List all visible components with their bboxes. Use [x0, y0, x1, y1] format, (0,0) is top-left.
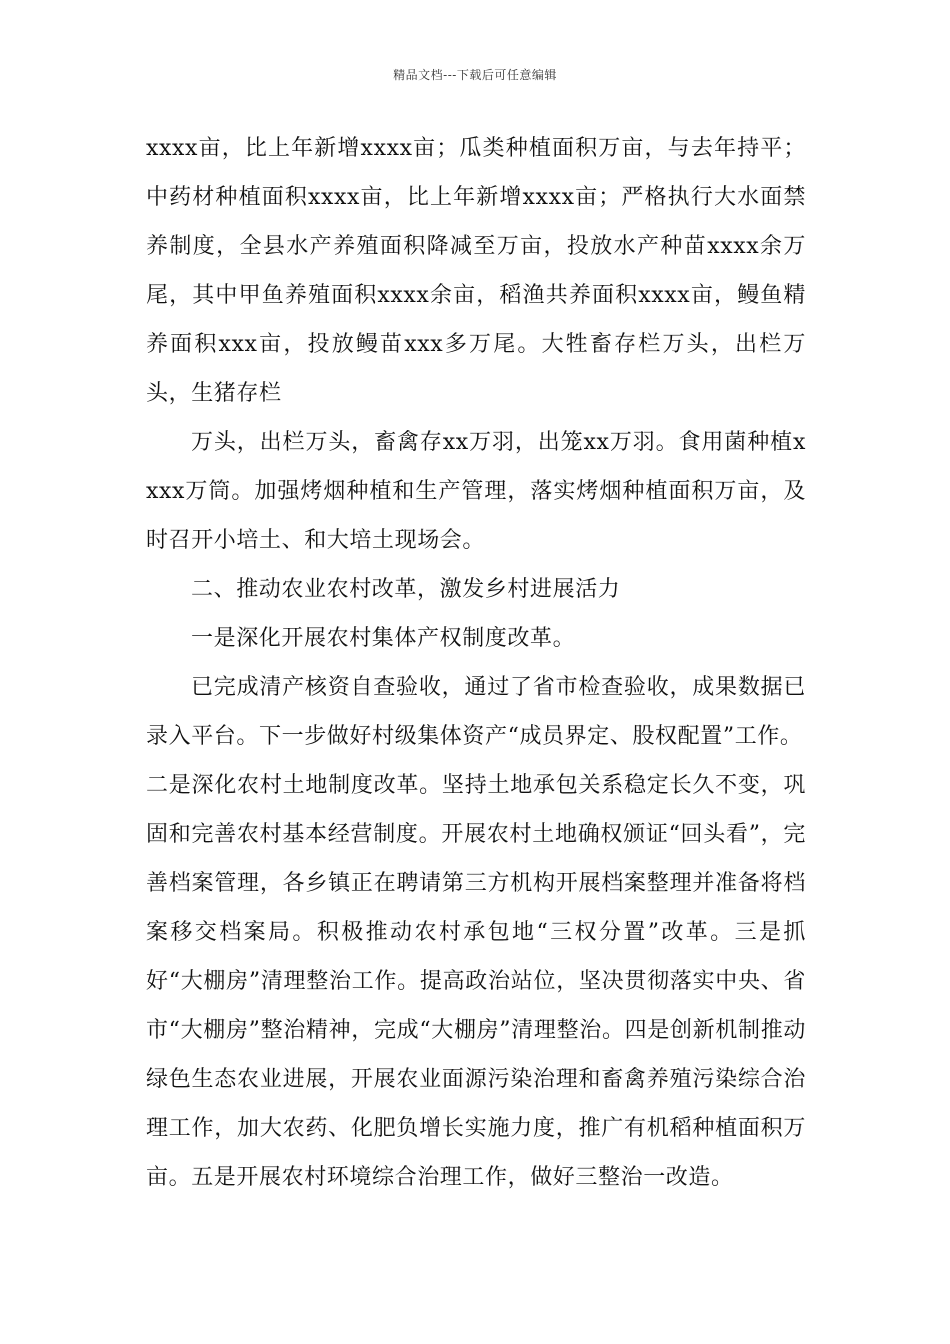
- paragraph-1: xxxx亩，比上年新增xxxx亩；瓜类种植面积万亩，与去年持平；中药材种植面积xxxx亩，比上年新增xxxx亩；严格执行大水面禁养制度，全县水产养殖面积降减至万亩，投放水产种苗xxxx余万尾，其中甲鱼养殖面积xxxx余亩，稻渔共养面积xxxx亩，鳗鱼精养面积xxx亩，投放鳗苗xxx多万尾。大牲畜存栏万头，出栏万头，生猪存栏: [146, 136, 806, 406]
- document-body: [146, 124, 806, 1202]
- page-header: 精品文档---下载后可任意编辑: [393, 68, 557, 82]
- section-heading: 二、推动农业农村改革，激发乡村进展活力: [191, 577, 621, 602]
- paragraph-4: 二是深化农村土地制度改革。坚持土地承包关系稳定长久不变，巩固和完善农村基本经营制度。开展农村土地确权颁证“回头看”，完善档案管理，各乡镇正在聘请第三方机构开展档案整理并准备将档案移交档案局。积极推动农村承包地“三权分置”改革。三是抓好“大棚房”清理整治工作。提高政治站位，坚决贯彻落实中央、省市“大棚房”整治精神，完成“大棚房”清理整治。四是创新机制推动绿色生态农业进展，开展农业面源污染治理和畜禽养殖污染综合治理工作，加大农药、化肥负增长实施力度，推广有机稻种植面积万亩。五是开展农村环境综合治理工作，做好三整治一改造。: [146, 773, 806, 1190]
- paragraph-3: 已完成清产核资自查验收，通过了省市检查验收，成果数据已录入平台。下一步做好村级集体资产“成员界定、股权配置”工作。: [146, 675, 806, 749]
- paragraph-2: 万头，出栏万头，畜禽存xx万羽，出笼xx万羽。食用菌种植xxxx万筒。加强烤烟种植和生产管理，落实烤烟种植面积万亩，及时召开小培土、和大培土现场会。: [146, 430, 806, 553]
- subsection-heading: 一是深化开展农村集体产权制度改革。: [191, 626, 576, 651]
